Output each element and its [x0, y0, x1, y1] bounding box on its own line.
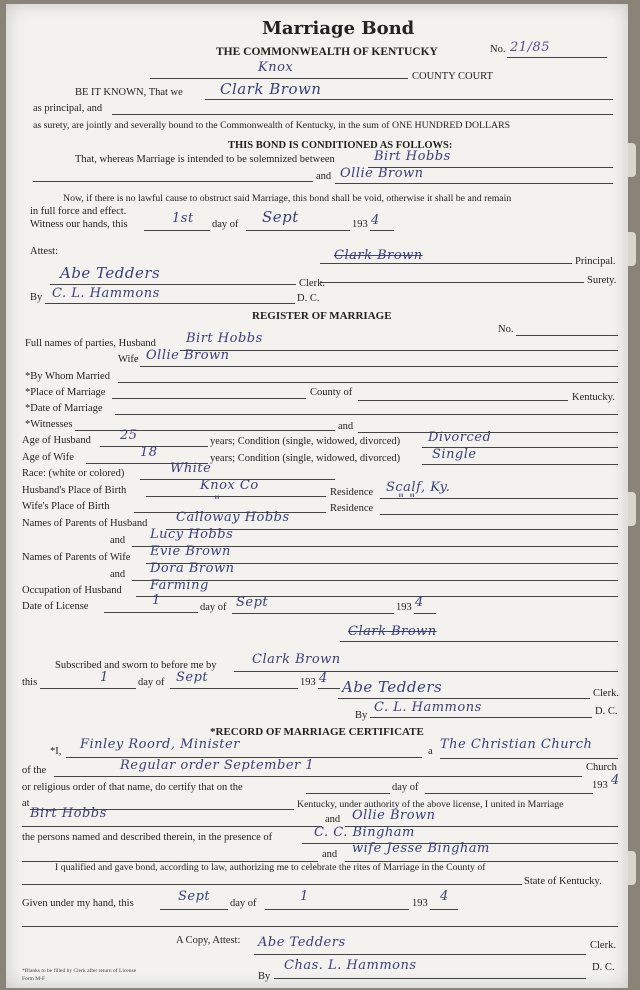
surety-sig-line: [320, 282, 584, 283]
certificate-heading: *RECORD OF MARRIAGE CERTIFICATE: [210, 726, 424, 738]
license-day-of: day of: [200, 602, 227, 613]
race-value: White: [170, 461, 212, 476]
wife-parents-and: and: [110, 569, 126, 580]
cert-at-label: at: [22, 798, 30, 809]
subscribed-text: Subscribed and sworn to before me by: [55, 660, 217, 671]
father-wife-value: Evie Brown: [150, 544, 231, 559]
register-no-line: [516, 335, 618, 336]
given-year-line: [430, 909, 458, 910]
struck-sig-line: [340, 641, 618, 642]
kentucky-under-text: Kentucky, under authority of the above license, I united in Marriage: [297, 799, 564, 810]
parents-wife-label: Names of Parents of Wife: [22, 552, 131, 563]
parents-husband-label: Names of Parents of Husband: [22, 518, 148, 529]
qualified-text: I qualified and gave bond, according to law, authorizing me to celebrate the rites of Marriage in the County of: [55, 862, 486, 873]
copy-dc-line: [274, 978, 586, 979]
husband-parents-and: and: [110, 535, 126, 546]
binder-tab: [628, 143, 636, 177]
bond-no-value: 21/85: [510, 40, 550, 55]
wife-residence-value: " ": [398, 492, 416, 507]
cert-day-line: [306, 793, 390, 794]
be-it-known-text: BE IT KNOWN, That we: [75, 87, 183, 98]
husband-residence-line: [380, 498, 618, 499]
place-county-line: [358, 400, 568, 401]
bond-month-value: Sept: [262, 208, 299, 226]
dc-label: D. C.: [297, 293, 320, 304]
wife-name: Ollie Brown: [146, 348, 230, 363]
date-marriage-line: [115, 414, 618, 415]
witnesses-label: *Witnesses: [25, 419, 73, 430]
party-blank-line: [33, 181, 313, 182]
given-day-line: [160, 909, 228, 910]
church-name-line: [440, 758, 618, 759]
license-year-line: [414, 613, 436, 614]
occupation-line: [136, 596, 618, 597]
sworn-month-line: [170, 688, 298, 689]
sworn-month-value: Sept: [176, 670, 209, 685]
surety-line: [112, 114, 613, 115]
day-of-text: day of: [212, 219, 239, 230]
by-whom-line: [118, 382, 618, 383]
county-line: [150, 78, 408, 79]
condition-wife-line: [422, 464, 618, 465]
cert-witness2-value: wife Jesse Bingham: [352, 841, 490, 856]
church-label: Church: [586, 762, 617, 773]
mother-husband-value: Lucy Hobbs: [150, 527, 234, 542]
occupation-value: Farming: [150, 578, 209, 593]
license-year-prefix: 193: [396, 602, 412, 613]
sworn-year-digit: 4: [319, 671, 328, 686]
principal-signature: Clark Brown: [334, 248, 423, 263]
bond-no-line: [507, 57, 607, 58]
husband-birth-label: Husband's Place of Birth: [22, 485, 127, 496]
age-husband-value: 25: [120, 428, 138, 443]
wife-line: [140, 366, 618, 367]
copy-dc-label: D. C.: [592, 962, 615, 973]
given-day-of: day of: [230, 898, 257, 909]
minister-sig-line: [22, 926, 618, 927]
as-principal-text: as principal, and: [33, 103, 103, 114]
cert-witness-and: and: [322, 849, 338, 860]
condition-wife-value: Single: [432, 447, 477, 462]
place-label: *Place of Marriage: [25, 387, 106, 398]
footnote-text: *Blanks to be filled by Clerk after return of License: [22, 968, 137, 974]
subscribed-line: [234, 671, 618, 672]
husband-name: Birt Hobbs: [186, 331, 263, 346]
license-month-line: [232, 613, 394, 614]
couple-and-label: and: [325, 814, 341, 825]
cert-of-the-label: of the: [22, 765, 47, 776]
sworn-day-of: day of: [138, 677, 165, 688]
given-year-prefix: 193: [412, 898, 428, 909]
dc-sig-line: [45, 303, 295, 304]
condition-wife-label: years; Condition (single, widowed, divorced): [210, 453, 401, 464]
husband-birth-value: Knox Co: [200, 478, 259, 493]
struck-signature: Clark Brown: [348, 624, 437, 639]
sworn-this-label: this: [22, 677, 38, 688]
wife-birth-value: ": [214, 494, 221, 509]
cert-year-prefix: 193: [592, 780, 608, 791]
place-line: [112, 398, 306, 399]
principal-line: [205, 99, 613, 100]
license-month-value: Sept: [236, 595, 269, 610]
condition-husband-label: years; Condition (single, widowed, divorced): [210, 436, 401, 447]
occupation-label: Occupation of Husband: [22, 585, 122, 596]
clerk-signature: Abe Tedders: [60, 264, 161, 282]
bond-day-value: 1st: [172, 211, 194, 226]
given-day-value: Sept: [178, 889, 211, 904]
copy-clerk-signature: Abe Tedders: [258, 935, 346, 950]
husband-residence-value: Scalf, Ky.: [386, 480, 451, 495]
binder-tab: [628, 492, 636, 526]
copy-clerk-line: [254, 954, 586, 955]
principal-sig-line: [320, 263, 572, 264]
husband-birth-line: [146, 496, 326, 497]
couple1-value: Birt Hobbs: [30, 806, 107, 821]
age-wife-value: 18: [140, 445, 158, 460]
by-whom-label: *By Whom Married: [25, 371, 110, 382]
cert-year-digit: 4: [611, 773, 620, 788]
that-whereas-text: That, whereas Marriage is intended to be solemnized between: [75, 154, 335, 165]
condition-husband-value: Divorced: [428, 430, 492, 445]
county-value: Knox: [258, 60, 294, 75]
minister-value: Finley Roord, Minister: [80, 737, 240, 752]
age-wife-label: Age of Wife: [22, 452, 74, 463]
commonwealth-heading: THE COMMONWEALTH OF KENTUCKY: [216, 46, 438, 58]
dc-signature: C. L. Hammons: [52, 286, 160, 301]
license-day-line: [104, 612, 198, 613]
given-year-digit: 4: [440, 889, 449, 904]
bond-day-line: [144, 230, 210, 231]
conditioned-heading: THIS BOND IS CONDITIONED AS FOLLOWS:: [228, 140, 453, 151]
cert-i-label: *I,: [50, 746, 62, 757]
wife-birth-label: Wife's Place of Birth: [22, 501, 110, 512]
cert-witness1-value: C. C. Bingham: [314, 825, 415, 840]
religious-order-text: or religious order of that name, do certify that on the: [22, 782, 243, 793]
father-husband-value: Calloway Hobbs: [176, 510, 290, 525]
clerk-sig-line: [50, 284, 296, 285]
husband-label: Full names of parties, Husband: [25, 338, 156, 349]
sworn-year-line: [318, 688, 340, 689]
full-force-text: in full force and effect.: [30, 206, 127, 217]
register-dc-signature: C. L. Hammons: [374, 700, 482, 715]
date-marriage-label: *Date of Marriage: [25, 403, 103, 414]
bond-no-label: No.: [490, 44, 506, 55]
persons-named-text: the persons named and described therein, in the presence of: [22, 832, 273, 843]
state-ky-label: State of Kentucky.: [524, 876, 602, 887]
party1-name: Birt Hobbs: [374, 149, 451, 164]
bond-month-line: [246, 230, 350, 231]
register-dc-line: [370, 717, 592, 718]
father-husband-line: [166, 529, 618, 530]
principal-name: Clark Brown: [220, 80, 322, 98]
copy-by-label: By: [258, 971, 271, 982]
cert-month-line: [425, 793, 593, 794]
principal-label: Principal.: [575, 256, 616, 267]
binder-tab: [628, 232, 636, 266]
wife-residence-label: Residence: [330, 503, 374, 514]
wife-residence-line: [380, 514, 618, 515]
register-dc-label: D. C.: [595, 706, 618, 717]
copy-attest-label: A Copy, Attest:: [176, 935, 241, 946]
wife-label: Wife: [118, 354, 139, 365]
qualified-line: [22, 884, 522, 885]
bond-year-prefix: 193: [352, 219, 368, 230]
now-if-text: Now, if there is no lawful cause to obstruct said Marriage, this bond shall be void, otherwise it shall be and remain: [63, 193, 512, 204]
attest-label: Attest:: [30, 246, 58, 257]
as-surety-text: as surety, are jointly and severally bound to the Commonwealth of Kentucky, in the sum of ONE HUNDRED DOLLARS: [33, 120, 511, 131]
given-month-value: 1: [300, 889, 309, 904]
register-clerk-label: Clerk.: [593, 688, 619, 699]
county-of-label: County of: [310, 387, 353, 398]
bond-year-line: [370, 230, 394, 231]
church-name-value: The Christian Church: [440, 737, 593, 752]
party2-line: [335, 183, 613, 184]
register-clerk-signature: Abe Tedders: [342, 678, 443, 696]
register-no-label: No.: [498, 324, 514, 335]
and-text: and: [316, 171, 332, 182]
register-heading: REGISTER OF MARRIAGE: [252, 310, 392, 322]
by-label: By: [30, 292, 43, 303]
clerk-label: Clerk.: [299, 278, 325, 289]
binder-tab: [628, 851, 636, 885]
witness-hands-text: Witness our hands, this: [30, 219, 128, 230]
sworn-year-prefix: 193: [300, 677, 316, 688]
couple2-value: Ollie Brown: [352, 808, 436, 823]
surety-label: Surety.: [587, 275, 617, 286]
cert-a-label: a: [428, 746, 433, 757]
order-line: [54, 776, 582, 777]
witness1-line: [75, 430, 335, 431]
bond-year-digit: 4: [371, 213, 380, 228]
age-husband-label: Age of Husband: [22, 435, 91, 446]
subscribed-value: Clark Brown: [252, 652, 341, 667]
mother-wife-value: Dora Brown: [150, 561, 235, 576]
race-label: Race: (white or colored): [22, 468, 125, 479]
document-title: Marriage Bond: [262, 18, 415, 39]
sworn-day-value: 1: [100, 670, 109, 685]
county-court-label: COUNTY COURT: [412, 71, 493, 82]
cert-day-of: day of: [392, 782, 419, 793]
husband-residence-label: Residence: [330, 487, 374, 498]
given-under-text: Given under my hand, this: [22, 898, 134, 909]
date-license-label: Date of License: [22, 601, 89, 612]
couple1-line: [22, 826, 322, 827]
register-clerk-line: [338, 698, 590, 699]
order-value: Regular order September 1: [120, 758, 315, 773]
witness-and-label: and: [338, 421, 354, 432]
copy-clerk-label: Clerk.: [590, 940, 616, 951]
license-day-value: 1: [152, 593, 161, 608]
license-year-digit: 4: [415, 595, 424, 610]
form-number: Form M-F: [22, 976, 46, 982]
kentucky-label: Kentucky.: [572, 392, 615, 403]
copy-dc-signature: Chas. L. Hammons: [284, 958, 417, 973]
husband-line: [180, 350, 618, 351]
register-by-label: By: [355, 710, 368, 721]
given-month-line: [265, 909, 409, 910]
party2-name: Ollie Brown: [340, 166, 424, 181]
sworn-day-line: [40, 688, 136, 689]
